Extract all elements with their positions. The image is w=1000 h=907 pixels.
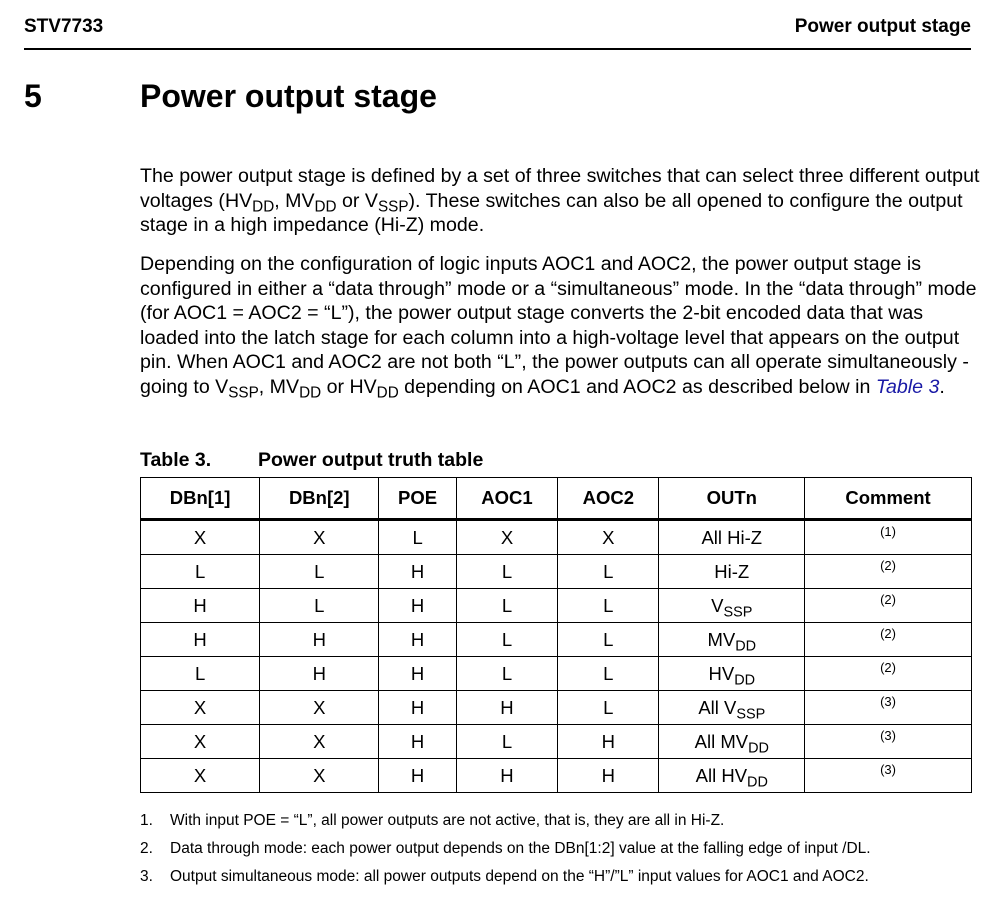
section-title: Power output stage: [140, 78, 437, 114]
cell-aoc1: X: [456, 520, 557, 555]
cell-poe: L: [379, 520, 456, 555]
paragraph-intro: The power output stage is defined by a set of three switches that can select three different output voltages ($HV_{DD}$, $MV_{DD}$ or $V_{SSP}$). These switches can also be all opened to configure the output stage in a high impedance (Hi-Z) mode.: [140, 165, 980, 236]
cell-dbn1: L: [141, 555, 260, 589]
table-row: [141, 657, 972, 691]
table-row: [141, 520, 972, 555]
cell-dbn1: H: [141, 623, 260, 657]
header-aoc2: AOC2: [558, 478, 659, 520]
power-output-truth-table: [140, 477, 972, 793]
cell-dbn1: X: [141, 691, 260, 725]
header-comment: Comment: [805, 478, 972, 520]
cell-comment: (2): [805, 555, 972, 589]
cell-dbn1: H: [141, 589, 260, 623]
cell-dbn2: L: [260, 555, 379, 589]
section-number: 5: [24, 78, 42, 114]
cell-dbn2: X: [260, 691, 379, 725]
cell-comment: (2): [805, 657, 972, 691]
table-row: [141, 589, 972, 623]
header-dbn1: DBn[1]: [141, 478, 260, 520]
cell-poe: H: [379, 691, 456, 725]
cell-dbn2: H: [260, 623, 379, 657]
cell-dbn2: X: [260, 759, 379, 793]
cell-comment: (3): [805, 691, 972, 725]
cell-comment: (2): [805, 623, 972, 657]
footnote-text: Data through mode: each power output depends on the DBn[1:2] value at the falling edge of input /DL.: [170, 840, 871, 857]
running-header-title: Power output stage: [794, 16, 971, 37]
footnote-2: [140, 835, 980, 863]
cell-dbn2: X: [260, 520, 379, 555]
table-3-link[interactable]: Table 3: [875, 375, 940, 398]
cell-poe: H: [379, 657, 456, 691]
footnote-1: [140, 807, 980, 835]
cell-dbn2: H: [260, 657, 379, 691]
table-header-row: [141, 478, 972, 520]
cell-dbn1: X: [141, 725, 260, 759]
cell-outn: $MV_{DD}$: [659, 623, 805, 657]
cell-aoc2: L: [558, 555, 659, 589]
table-title: Power output truth table: [258, 449, 484, 471]
cell-comment: (3): [805, 725, 972, 759]
cell-outn: Hi-Z: [659, 555, 805, 589]
cell-aoc2: L: [558, 623, 659, 657]
cell-comment: (1): [805, 520, 972, 555]
cell-poe: H: [379, 555, 456, 589]
paragraph-modes: Depending on the configuration of logic inputs AOC1 and AOC2, the power output stage is configured in either a “data through” mode or a “simultaneous” mode. In the “data through” mode (for AOC1 = AOC2 = “L”), the power output stage converts the 2-bit encoded data that was loaded into the latch stage for each column into a high-voltage level that appears on the output pin. When AOC1 and AOC2 are not both “L”, the power outputs can all operate simultaneously - going to $V_{SSP}$, $MV_{DD}$ or $HV_{DD}$ depending on AOC1 and AOC2 as described below in Table 3.: [140, 253, 977, 402]
cell-dbn1: X: [141, 759, 260, 793]
cell-poe: H: [379, 725, 456, 759]
cell-aoc1: L: [456, 555, 557, 589]
footnote-number: 3.: [140, 868, 153, 885]
cell-aoc2: L: [558, 657, 659, 691]
footnote-number: 1.: [140, 812, 153, 829]
cell-aoc1: L: [456, 623, 557, 657]
cell-outn: All Hi-Z: [659, 520, 805, 555]
cell-aoc1: H: [456, 691, 557, 725]
cell-aoc1: L: [456, 589, 557, 623]
cell-aoc2: X: [558, 520, 659, 555]
cell-outn: $V_{SSP}$: [659, 589, 805, 623]
header-aoc1: AOC1: [456, 478, 557, 520]
cell-outn: All $HV_{DD}$: [659, 759, 805, 793]
cell-aoc2: L: [558, 691, 659, 725]
document-id: STV7733: [24, 16, 104, 37]
cell-poe: H: [379, 623, 456, 657]
footnote-3: [140, 863, 980, 891]
cell-comment: (3): [805, 759, 972, 793]
cell-poe: H: [379, 589, 456, 623]
table-caption: [140, 449, 483, 472]
cell-aoc1: L: [456, 657, 557, 691]
cell-aoc2: H: [558, 759, 659, 793]
header-poe: POE: [379, 478, 456, 520]
cell-outn: $HV_{DD}$: [659, 657, 805, 691]
header-divider: [24, 48, 971, 50]
cell-dbn2: X: [260, 725, 379, 759]
footnote-text: With input POE = “L”, all power outputs are not active, that is, they are all in Hi-Z.: [170, 812, 725, 829]
cell-dbn1: L: [141, 657, 260, 691]
cell-aoc2: H: [558, 725, 659, 759]
table-number: Table 3.: [140, 449, 212, 471]
footnote-number: 2.: [140, 840, 153, 857]
cell-dbn2: L: [260, 589, 379, 623]
table-row: [141, 623, 972, 657]
table-row: [141, 555, 972, 589]
table-footnotes: [140, 807, 980, 891]
cell-aoc1: L: [456, 725, 557, 759]
cell-comment: (2): [805, 589, 972, 623]
table-row: [141, 725, 972, 759]
cell-poe: H: [379, 759, 456, 793]
cell-dbn1: X: [141, 520, 260, 555]
cell-outn: All $MV_{DD}$: [659, 725, 805, 759]
cell-aoc1: H: [456, 759, 557, 793]
table-row: [141, 759, 972, 793]
cell-outn: All $V_{SSP}$: [659, 691, 805, 725]
cell-aoc2: L: [558, 589, 659, 623]
footnote-text: Output simultaneous mode: all power outputs depend on the “H”/”L” input values for AOC1 and AOC2.: [170, 868, 869, 885]
table-row: [141, 691, 972, 725]
header-outn: OUTn: [659, 478, 805, 520]
header-dbn2: DBn[2]: [260, 478, 379, 520]
